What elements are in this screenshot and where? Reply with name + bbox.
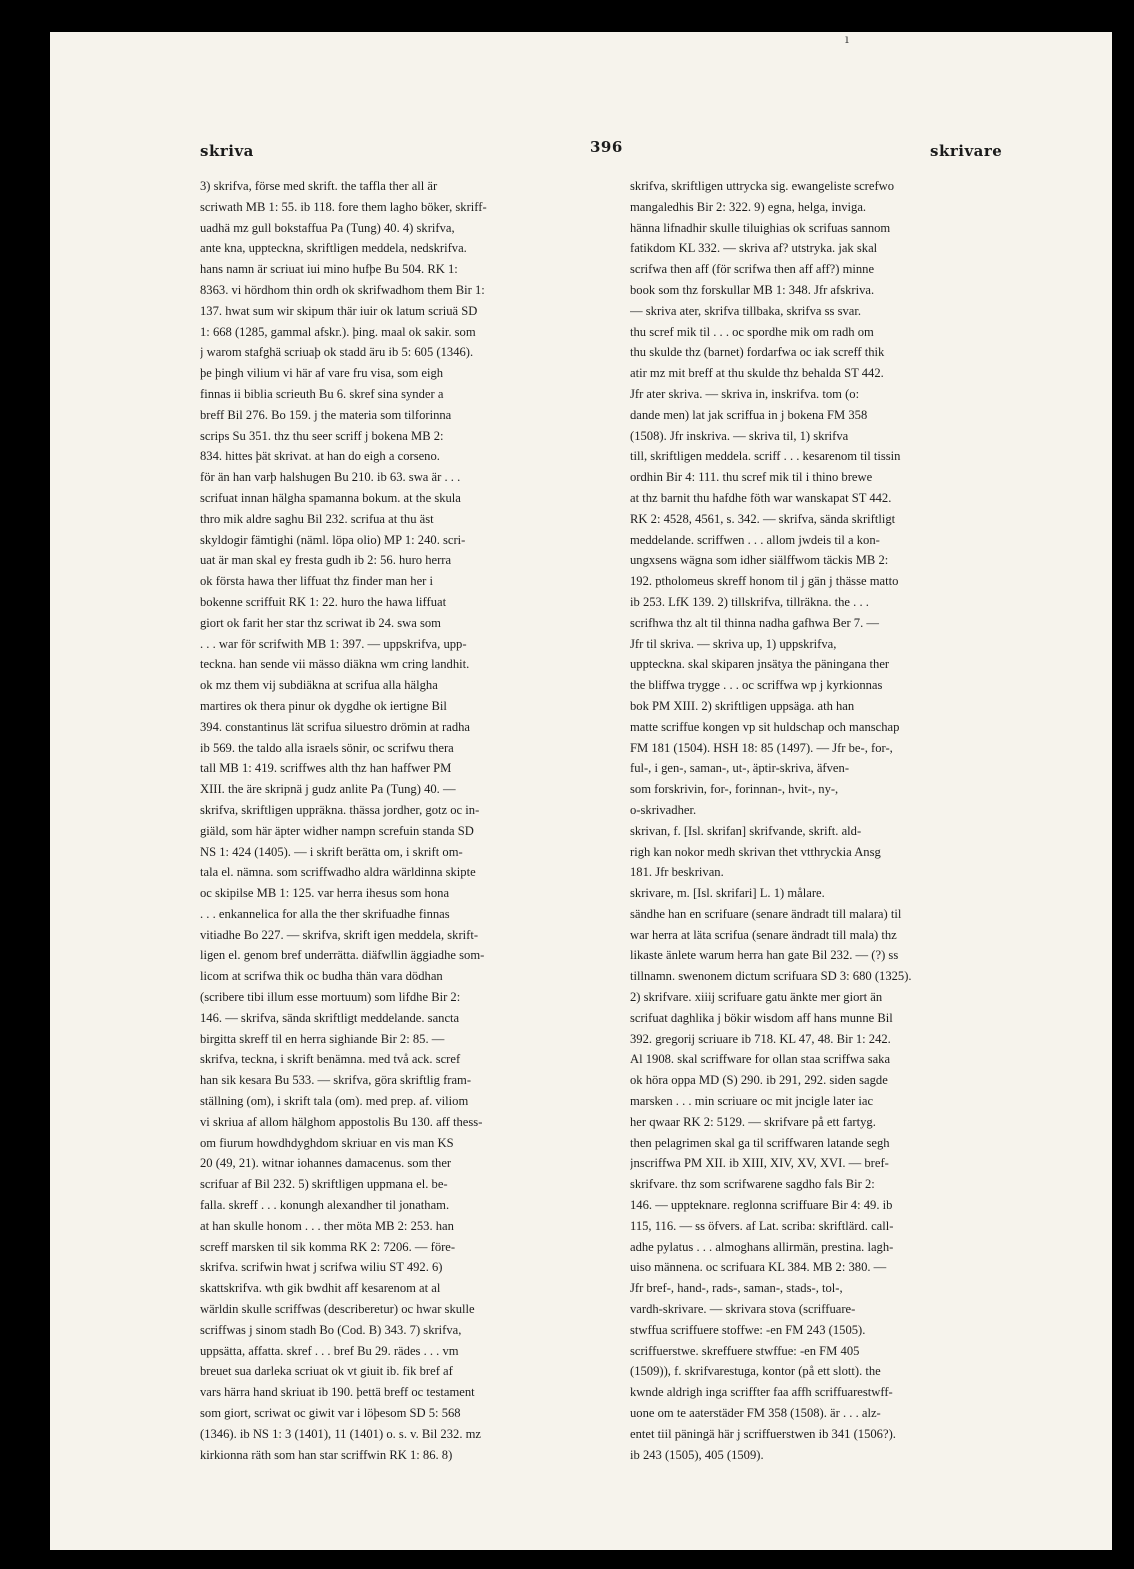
text-line: . . . enkannelica for alla the ther skrifuadhe finnas (200, 906, 450, 921)
text-line: likaste änlete warum herra han gate Bil 232. — (?) ss (630, 948, 899, 963)
text-line: finnas ii biblia scrieuth Bu 6. skref sina synder a (200, 386, 444, 401)
text-line: wärldin skulle scriffwas (describeretur) oc hwar skulle (200, 1302, 475, 1317)
text-line: 8363. vi hördhom thin ordh ok skrifwadhom them Bir 1: (200, 282, 485, 297)
text-line: bokenne scriffuit RK 1: 22. huro the hawa liffuat (200, 594, 447, 609)
text-line: hans namn är scriuat iui mino hufþe Bu 504. RK 1: (200, 262, 458, 277)
text-line: screff marsken til sik komma RK 2: 7206. — före- (200, 1239, 456, 1254)
text-line: uat är man skal ey fresta gudh ib 2: 56. huro herra (200, 553, 452, 568)
text-line: Al 1908. skal scriffware for ollan staa scriffwa saka (630, 1052, 891, 1067)
text-line: hänna lifnadhir skulle tiluighias ok scrifuas sannom (630, 220, 891, 235)
text-line: marsken . . . min scriuare oc mit jncigle later iac (630, 1094, 874, 1109)
text-line: licom at scrifwa thik oc budha thän vara dödhan (200, 969, 443, 984)
text-line: mangaledhis Bir 2: 322. 9) egna, helga, inviga. (630, 199, 867, 214)
corner-mark: ı (845, 32, 849, 46)
text-line: kirkionna räth som han star scriffwin RK 1: 86. 8) (200, 1447, 453, 1462)
text-line: skrivan, f. [Isl. skrifan] skrifvande, skrift. ald- (630, 823, 862, 838)
text-line: scriwath MB 1: 55. ib 118. fore them lagho böker, skriff- (200, 199, 487, 214)
text-line: matte scriffue kongen vp sit huldschap och manschap (630, 719, 900, 734)
text-line: giäld, som här äpter widher nampn screfuin standa SD (200, 823, 474, 838)
dictionary-page (50, 32, 1112, 1550)
text-line: (1346). ib NS 1: 3 (1401), 11 (1401) o. s. v. Bil 232. mz (200, 1426, 482, 1441)
text-line: Jfr til skriva. — skriva up, 1) uppskrifva, (630, 636, 837, 651)
text-line: uone om te aaterstäder FM 358 (1508). är . . . alz- (630, 1406, 881, 1421)
text-line: ligen el. genom bref underrätta. diäfwllin äggiadhe som- (200, 948, 485, 963)
text-line: scrips Su 351. thz thu seer scriff j bokena MB 2: (200, 428, 444, 443)
text-line: ib 569. the taldo alla israels sönir, oc scrifwu thera (200, 740, 454, 755)
text-line: uiso männena. oc scrifuara KL 384. MB 2: 380. — (630, 1260, 887, 1275)
text-line: fatikdom KL 332. — skriva af? utstryka. jak skal (630, 241, 878, 256)
text-line: ib 243 (1505), 405 (1509). (630, 1447, 764, 1462)
text-line: skrifvare. thz som scrifwarene sagdho fals Bir 2: (630, 1177, 875, 1192)
text-line: kwnde aldrigh inga scriffter faa affh scriffuarestwff- (630, 1385, 893, 1400)
text-line: skrivare, m. [Isl. skrifari] L. 1) målare. (630, 886, 825, 901)
text-line: oc skipilse MB 1: 125. var herra ihesus som hona (200, 886, 450, 901)
text-line: 392. gregorij scriuare ib 718. KL 47, 48. Bir 1: 242. (630, 1031, 891, 1046)
text-line: scriffwas j sinom stadh Bo (Cod. B) 343. 7) skrifva, (200, 1322, 462, 1337)
text-line: för än han varþ halshugen Bu 210. ib 63. swa är . . . (200, 470, 461, 485)
text-line: uadhä mz gull bokstaffua Pa (Tung) 40. 4) skrifva, (200, 220, 455, 235)
text-line: 394. constantinus lät scrifua siluestro drömin at radha (200, 719, 471, 734)
text-line: o-skrivadher. (630, 802, 697, 817)
text-line: skrifva, skriftligen uppräkna. thässa jordher, gotz oc in- (200, 802, 480, 817)
text-line: 20 (49, 21). witnar iohannes damacenus. som ther (200, 1156, 452, 1171)
text-line: atir mz mit breff at thu skulde thz behalda ST 442. (630, 366, 884, 381)
text-line: skrifva, teckna, i skrift benämna. med två ack. scref (200, 1052, 461, 1067)
text-line: FM 181 (1504). HSH 18: 85 (1497). — Jfr be-, for-, (630, 740, 893, 755)
text-line: vars härra hand skriuat ib 190. þettä breff oc testament (200, 1385, 475, 1400)
text-line: 181. Jfr beskrivan. (630, 865, 724, 880)
text-line: 115, 116. — ss öfvers. af Lat. scriba: skriftlärd. call- (630, 1218, 894, 1233)
text-line: at han skulle honom . . . ther möta MB 2: 253. han (200, 1218, 454, 1233)
text-line: skrifva. scrifwin hwat j scrifwa wiliu ST 492. 6) (200, 1260, 443, 1275)
text-line: ok mz them vij subdiäkna at scrifua alla hälgha (200, 678, 438, 693)
text-line: 2) skrifvare. xiiij scrifuare gatu änkte mer giort än (630, 990, 883, 1005)
text-line: tillnamn. swenonem dictum scrifuara SD 3: 680 (1325). (630, 969, 912, 984)
text-line: 137. hwat sum wir skipum thär iuir ok latum scriuä SD (200, 303, 478, 318)
text-line: war herra at läta scrifua (senare ändradt till mala) thz (630, 927, 897, 942)
text-line: NS 1: 424 (1405). — i skrift berätta om, i skrift om- (200, 844, 463, 859)
text-line: falla. skreff . . . konungh alexandher til jonatham. (200, 1198, 450, 1213)
text-line: scrifwa then aff (för scrifwa then aff aff?) minne (630, 262, 875, 277)
text-line: bok PM XIII. 2) skriftligen uppsäga. ath han (630, 698, 855, 713)
text-line: vi skriua af allom hälghom appostolis Bu 130. aff thess- (200, 1114, 483, 1129)
right-text-column (630, 176, 1058, 1465)
text-line: birgitta skreff til en herra sighiande Bir 2: 85. — (200, 1031, 445, 1046)
text-line: ställning (om), i skrift tala (om). med prep. af. viliom (200, 1094, 469, 1109)
text-line: scrifuat innan hälgha spamanna bokum. at the skula (200, 490, 461, 505)
text-line: book som thz forskullar MB 1: 348. Jfr afskriva. (630, 282, 875, 297)
text-line: vitiadhe Bo 227. — skrifva, skrift igen meddela, skrift- (200, 927, 479, 942)
left-text-column (200, 176, 628, 1465)
text-line: XIII. the äre skripnä j gudz anlite Pa (Tung) 40. — (200, 782, 456, 797)
text-line: 146. — skrifva, sända skriftligt meddelande. sancta (200, 1010, 460, 1025)
text-line: han sik kesara Bu 533. — skrifva, göra skriftlig fram- (200, 1073, 472, 1088)
text-line: tala el. nämna. som scriffwadho aldra wärldinna skipte (200, 865, 476, 880)
text-line: 3) skrifva, förse med skrift. the taffla ther all är (200, 179, 438, 193)
text-line: adhe pylatus . . . almoghans allirmän, prestina. lagh- (630, 1239, 894, 1254)
text-line: j warom stafghä scriuaþ ok stadd äru ib 5: 605 (1346). (200, 345, 474, 360)
text-line: at thz barnit thu hafdhe föth war wanskapat ST 442. (630, 490, 892, 505)
text-line: righ kan nokor medh skrivan thet vtthryckia Ansg (630, 844, 881, 859)
text-line: the bliffwa trygge . . . oc scriffwa wp j kyrkionnas (630, 678, 883, 693)
text-line: thu scref mik til . . . oc spordhe mik om radh om (630, 324, 874, 339)
text-line: (scribere tibi illum esse mortuum) som lifdhe Bir 2: (200, 990, 461, 1005)
text-line: 1: 668 (1285, gammal afskr.). þing. maal ok sakir. som (200, 324, 476, 339)
text-line: scriffuerstwe. skreffuere stwffue: -en FM 405 (630, 1343, 860, 1358)
text-line: vardh-skrivare. — skrivara stova (scriffuare- (630, 1302, 856, 1317)
text-line: stwffua scriffuere stoffwe: -en FM 243 (1505). (630, 1322, 866, 1337)
text-line: 192. ptholomeus skreff honom til j gän j thässe matto (630, 574, 899, 589)
text-line: . . . war för scrifwith MB 1: 397. — uppskrifva, upp- (200, 636, 467, 651)
text-line: RK 2: 4528, 4561, s. 342. — skrifva, sända skriftligt (630, 511, 896, 526)
text-line: skyldogir fämtighi (näml. löpa olio) MP 1: 240. scri- (200, 532, 466, 547)
text-line: — skriva ater, skrifva tillbaka, skrifva ss svar. (630, 303, 862, 318)
text-line: ungxsens wägna som idher siälffwom täckis MB 2: (630, 553, 889, 568)
text-line: ful-, i gen-, saman-, ut-, äptir-skriva, äfven- (630, 761, 850, 776)
text-line: then pelagrimen skal ga til scriffwaren latande segh (630, 1135, 890, 1150)
text-line: scrifhwa thz alt til thinna nadha gafhwa Ber 7. — (630, 615, 879, 630)
text-line: entet tiil päningä här j scriffuerstwen ib 341 (1506?). (630, 1426, 896, 1441)
text-line: uppsätta, affatta. skref . . . bref Bu 29. rädes . . . vm (200, 1343, 459, 1358)
text-line: (1509)), f. skrifvarestuga, kontor (på ett slott). the (630, 1364, 881, 1379)
text-line: breuet sua darleka scriuat ok vt giuit ib. fik bref af (200, 1364, 453, 1379)
text-line: 834. hittes þät skrivat. at han do eigh a corseno. (200, 449, 440, 464)
right-running-headword: skrivare (930, 142, 1003, 160)
text-line: 146. — uppteknare. reglonna scriffuare Bir 4: 49. ib (630, 1198, 893, 1213)
text-line: om fiurum howdhdyghdom skriuar en vis man KS (200, 1135, 454, 1150)
text-line: martires ok thera pinur ok dygdhe ok iertigne Bil (200, 698, 447, 713)
text-line: thu skulde thz (barnet) fordarfwa oc iak screff thik (630, 345, 885, 360)
text-line: teckna. han sende vii mässo diäkna wm cring landhit. (200, 657, 470, 672)
text-line: som giort, scriwat oc giwit var i löþesom SD 5: 568 (200, 1406, 461, 1421)
text-line: ok första hawa ther liffuat thz finder man her i (200, 574, 434, 589)
text-line: scrifuat daghlika j bökir wisdom aff hans munne Bil (630, 1010, 893, 1025)
text-line: ok höra oppa MD (S) 290. ib 291, 292. siden sagde (630, 1073, 888, 1088)
text-line: giort ok farit her star thz scriwat ib 24. swa som (200, 615, 441, 630)
text-line: tall MB 1: 419. scriffwes alth thz han haffwer PM (200, 761, 452, 776)
left-running-headword: skriva (200, 142, 254, 160)
text-line: meddelande. scriffwen . . . allom jwdeis til a kon- (630, 532, 880, 547)
text-line: uppteckna. skal skiparen jnsätya the päningana ther (630, 657, 890, 672)
text-line: breff Bil 276. Bo 159. j the materia som tilforinna (200, 407, 452, 422)
text-line: her qwaar RK 2: 5129. — skrifvare på ett fartyg. (630, 1114, 876, 1129)
text-line: þe þingh vilium vi här af vare fru visa, som eigh (200, 366, 444, 381)
text-line: skattskrifva. wth gik bwdhit aff kesarenom at al (200, 1281, 441, 1296)
text-line: sändhe han en scrifuare (senare ändradt till malara) til (630, 906, 902, 921)
text-line: ante kna, uppteckna, skriftligen meddela, nedskrifva. (200, 241, 467, 256)
text-line: Jfr ater skriva. — skriva in, inskrifva. tom (o: (630, 386, 860, 401)
text-line: ordhin Bir 4: 111. thu scref mik til i thino brewe (630, 470, 873, 485)
text-line: ib 253. LfK 139. 2) tillskrifva, tillräkna. the . . . (630, 594, 869, 609)
text-line: som forskrivin, for-, forinnan-, hvit-, ny-, (630, 782, 839, 797)
text-line: dande men) lat jak scriffua in j bokena FM 358 (630, 407, 868, 422)
text-line: scrifuar af Bil 232. 5) skriftligen uppmana el. be- (200, 1177, 448, 1192)
page-number: 396 (590, 138, 623, 156)
text-line: (1508). Jfr inskriva. — skriva til, 1) skrifva (630, 428, 849, 443)
text-line: till, skriftligen meddela. scriff . . . kesarenom til tissin (630, 449, 901, 464)
text-line: Jfr bref-, hand-, rads-, saman-, stads-, tol-, (630, 1281, 843, 1296)
text-line: skrifva, skriftligen uttrycka sig. ewangeliste screfwo (630, 179, 895, 193)
text-line: thro mik aldre saghu Bil 232. scrifua at thu äst (200, 511, 434, 526)
text-line: jnscriffwa PM XII. ib XIII, XIV, XV, XVI. — bref- (630, 1156, 889, 1171)
